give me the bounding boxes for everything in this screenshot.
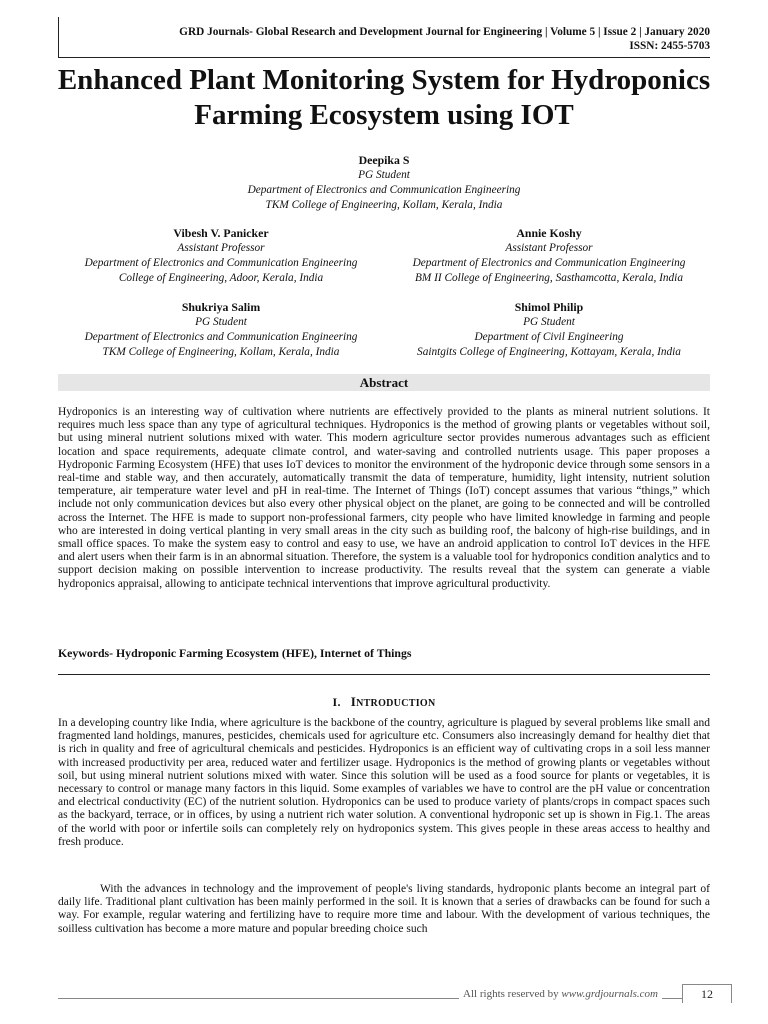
author-college: TKM College of Engineering, Kollam, Kerala, India <box>265 199 503 211</box>
author-role: PG Student <box>523 316 575 328</box>
issn: ISSN: 2455-5703 <box>629 40 710 52</box>
author-dept: Department of Electronics and Communication Engineering <box>247 184 521 196</box>
author-college: Saintgits College of Engineering, Kottayam, Kerala, India <box>417 346 681 358</box>
section-heading-introduction <box>0 694 768 710</box>
abstract-text: Hydroponics is an interesting way of cultivation where nutrients are effectively provided to the plants as mineral nutrient solutions. It requires much less space than any type of agricultural techniques. Hydroponics is the method of growing plants or vegetables without soil, but using mineral nutrient solutions mixed with water. This modern agriculture sector provides numerous advantages such as efficient location and space requirements, adequate climate control, and water-saving and controlled nutrients usage. This paper proposes a Hydroponic Farming Ecosystem (HFE) that uses IoT devices to monitor the environment of the hydroponic device through some sensors in a real-time and stable way, and then accurately, automatically transmit the data of temperature, humidity, light intensity, nutrient solution temperature, air temperature water level and pH in real-time. The Internet of Things (IoT) concept assumes that various “things,” which include not only communication devices but also every other physical object on the planet, are going to be connected and will be controlled across the Internet. The HFE is made to support non-professional farmers, city people who have limited knowledge in farming and people who are interested in doing vertical planting in very small areas in the city such as building roof, the balcony of high-rise buildings, and in small office spaces. To make the system easy to control and easy to use, we have an android application to control IoT devices in the HFE and alert users when their farm is in an abnormal situation. Therefore, the system is a valuable tool for hydroponics condition analytics and to support decision making on possible intervention to increase productivity. The results reveal that the system can generate a viable hydroponics appraisal, allowing to anticipate technical interventions that improve agricultural productivity. <box>58 406 710 590</box>
author-block <box>50 300 392 360</box>
author-college: BM II College of Engineering, Sasthamcotta, Kerala, India <box>415 272 683 284</box>
author-block <box>50 226 392 286</box>
page-number: 12 <box>682 984 732 1003</box>
author-role: Assistant Professor <box>177 242 265 254</box>
author-dept: Department of Electronics and Communication Engineering <box>84 331 358 343</box>
author-block <box>378 300 720 360</box>
author-name: Vibesh V. Panicker <box>173 226 269 240</box>
section-number: I. <box>332 695 341 709</box>
author-name: Annie Koshy <box>516 226 582 240</box>
author-college: College of Engineering, Adoor, Kerala, India <box>118 272 324 284</box>
author-college: TKM College of Engineering, Kollam, Kerala, India <box>102 346 340 358</box>
author-role: PG Student <box>358 169 410 181</box>
footer-rights-text: All rights reserved by <box>463 988 559 1000</box>
header-divider <box>58 57 710 58</box>
header-left-rule <box>58 17 59 57</box>
author-role: PG Student <box>195 316 247 328</box>
paper-title: Enhanced Plant Monitoring System for Hydroponics Farming Ecosystem using IOT <box>57 64 711 131</box>
author-name: Shimol Philip <box>514 300 584 314</box>
footer-site-link[interactable]: www.grdjournals.com <box>561 988 658 1000</box>
section-divider <box>58 674 710 675</box>
author-role: Assistant Professor <box>505 242 593 254</box>
section-title-smallcaps: NTRODUCTION <box>356 698 436 709</box>
author-dept: Department of Electronics and Communication Engineering <box>84 257 358 269</box>
journal-header: GRD Journals- Global Research and Development Journal for Engineering | Volume 5 | Issue 2 | January 2020 <box>179 26 710 38</box>
keywords: Keywords- Hydroponic Farming Ecosystem (HFE), Internet of Things <box>58 646 412 660</box>
author-name: Shukriya Salim <box>181 300 261 314</box>
author-name: Deepika S <box>358 153 410 167</box>
abstract-heading: Abstract <box>58 374 710 391</box>
author-block <box>170 153 598 213</box>
intro-paragraph: With the advances in technology and the improvement of people's living standards, hydroponic plants become an integral part of daily life. Traditional plant cultivation has been mainly performed in the soil. It is known that a series of drawbacks can be found for such a way. For example, regular watering and fertilizing have to require more time and labour. With the development of various techniques, the soilless cultivation has become a more mature and popular breeding choice such <box>58 883 710 935</box>
author-dept: Department of Electronics and Communication Engineering <box>412 257 686 269</box>
section-title: I <box>350 694 357 709</box>
author-dept: Department of Civil Engineering <box>474 331 624 343</box>
intro-paragraph: In a developing country like India, where agriculture is the backbone of the country, agriculture is plagued by several problems like small and fragmented land holdings, manures, pesticides, chemicals used for agriculture etc. Consumers also increasingly demand for healthy diet that is rich in quality and free of agricultural chemicals and pesticides. Hydroponics is an efficient way of cultivating crops in a soil less manner with increased productivity per area, reduced water and fertilizer usage. Hydroponics is the method of growing plants or vegetables without soil, but using mineral nutrient solutions mixed with water. Since this solution will be used as a food source for plants or vegetables, it is necessary to control or manage many factors in this liquid. Some examples of variables we have to control are the pH value or concentration and electrical conductivity (EC) of the nutrient solution. Hydroponics can be used to produce variety of plants/crops in compact spaces such as the backyard, terrace, or in offices, by using a nutrient rich water solution. A conventional hydroponic set up is shown in Fig.1. The areas of the world with poor or infertile soils can completely rely on hydroponics system. This gives people in these areas access to healthy and fresh produce. <box>58 717 710 848</box>
author-block <box>378 226 720 286</box>
footer-rights <box>459 988 662 1000</box>
